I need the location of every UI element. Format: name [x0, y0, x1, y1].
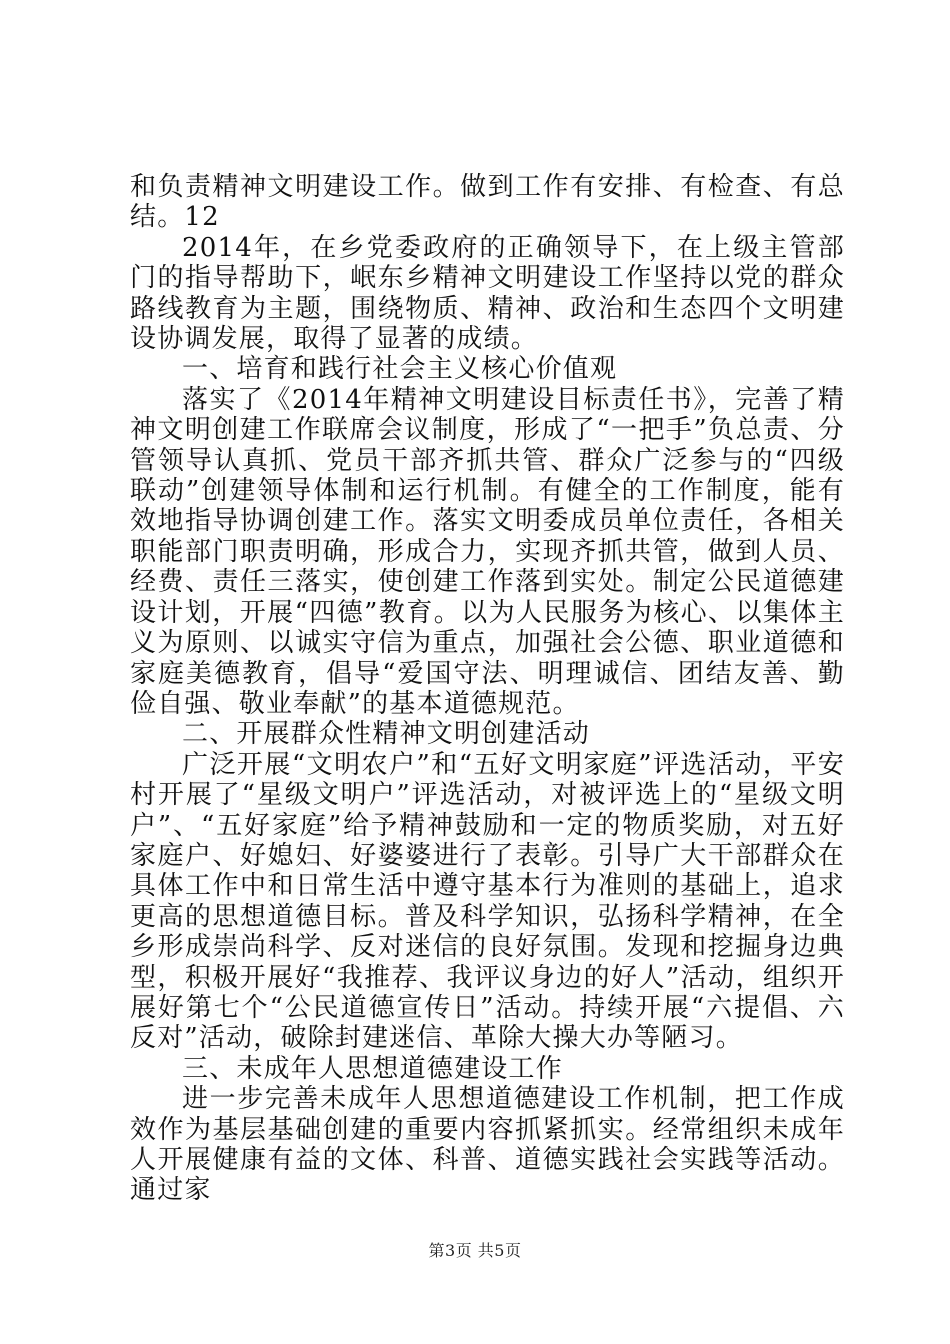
paragraph-section-2: 广泛开展“文明农户”和“五好文明家庭”评选活动，平安村开展了“星级文明户”评选活动，对被评选上的“星级文明户”、“五好家庭”给予精神鼓励和一定的物质奖励，对五好家庭户、好媳妇、好婆婆进行了表彰。引导广大干部群众在具体工作中和日常生活中遵守基本行为准则的基础上，追求更高的思想道德目标。普及科学知识，弘扬科学精神，在全乡形成崇尚科学、反对迷信的良好氛围。发现和挖掘身边典型，积极开展好“我推荐、我评议身边的好人”活动，组织开展好第七个“公民道德宣传日”活动。持续开展“六提倡、六反对”活动，破除封建迷信、革除大操大办等陋习。 — [130, 749, 845, 1054]
document-body — [130, 172, 845, 1206]
section-heading-2: 二、开展群众性精神文明创建活动 — [182, 719, 591, 750]
paragraph-section-1: 落实了《2014年精神文明建设目标责任书》，完善了精神文明创建工作联席会议制度，形成了“一把手”负总责、分管领导认真抓、党员干部齐抓共管、群众广泛参与的“四级联动”创建领导体制和运行机制。有健全的工作制度，能有效地指导协调创建工作。落实文明委成员单位责任，各相关职能部门职责明确，形成合力，实现齐抓共管，做到人员、经费、责任三落实，使创建工作落到实处。制定公民道德建设计划，开展“四德”教育。以为人民服务为核心、以集体主义为原则、以诚实守信为重点，加强社会公德、职业道德和家庭美德教育，倡导“爱国守法、明理诚信、团结友善、勤俭自强、敬业奉献”的基本道德规范。 — [130, 384, 845, 719]
section-heading-1: 一、培育和践行社会主义核心价值观 — [182, 354, 618, 385]
paragraph-section-3: 进一步完善未成年人思想道德建设工作机制，把工作成效作为基层基础创建的重要内容抓紧抓实。经常组织未成年人开展健康有益的文体、科普、道德实践社会实践等活动。通过家 — [130, 1084, 845, 1206]
paragraph-continuation: 和负责精神文明建设工作。做到工作有安排、有检查、有总结。12 — [130, 172, 845, 233]
paragraph-intro: 2014年，在乡党委政府的正确领导下，在上级主管部门的指导帮助下，岷东乡精神文明建设工作坚持以党的群众路线教育为主题，围绕物质、精神、政治和生态四个文明建设协调发展，取得了显著的成绩。 — [130, 232, 845, 355]
section-heading-3: 三、未成年人思想道德建设工作 — [182, 1053, 563, 1084]
page-footer: 第3页 共5页 — [428, 1241, 522, 1260]
